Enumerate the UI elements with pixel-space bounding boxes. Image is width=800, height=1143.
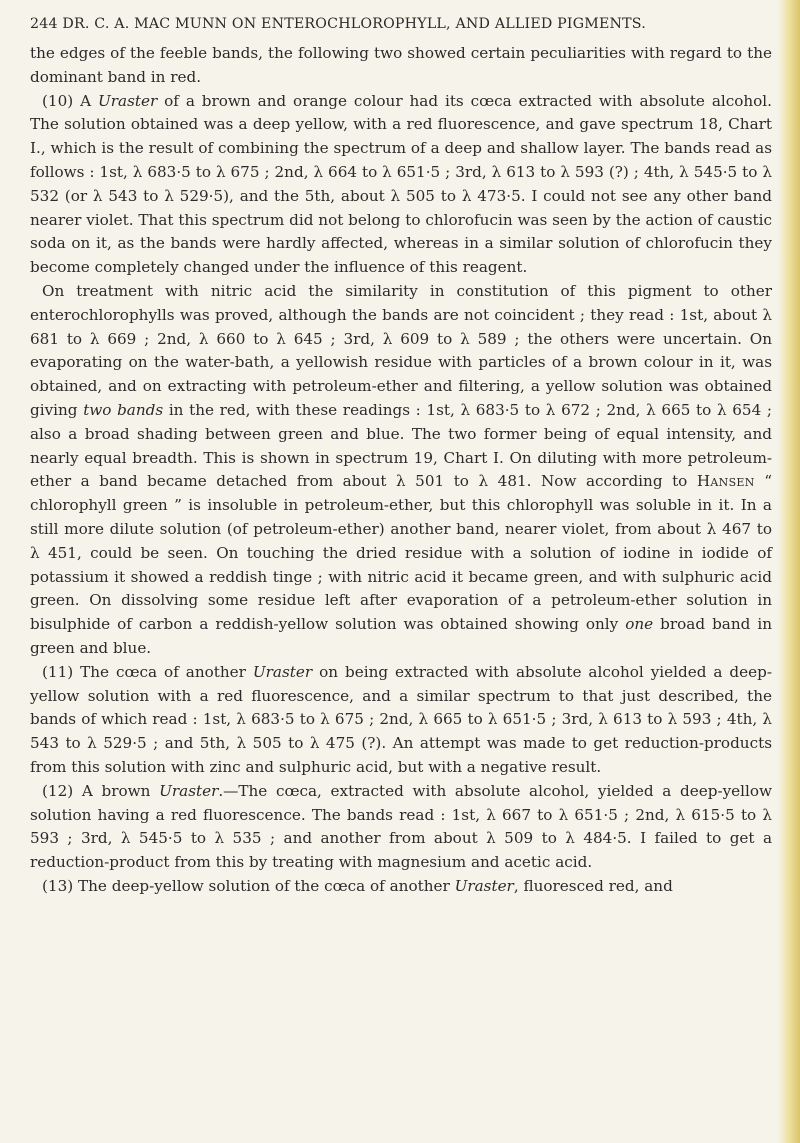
page-number: 244 — [30, 16, 58, 32]
text-run: Uraster — [252, 662, 313, 681]
page-edge-stain — [778, 0, 800, 1143]
text-run: Uraster — [454, 876, 514, 895]
text-run: (13) The deep-yellow solution of the cœca of another — [42, 876, 455, 895]
paragraph-13 — [30, 875, 772, 899]
text-run: two bands — [83, 400, 164, 419]
text-run: (10) A — [42, 91, 98, 110]
text-run: in the red, with these readings : 1st, λ 683·5 to λ 672 ; 2nd, λ 665 to λ 654 ; also a broad shading between green and blue. The two former being of equal intensity, and nearly equal breadth. This is shown in spectrum 19, Chart I. On diluting with more petroleum-ether a band became detached from about λ 501 to λ 481. Now according to — [30, 400, 772, 491]
paragraph-continued — [30, 42, 772, 90]
paragraph-12 — [30, 780, 772, 875]
text-run: .—The cœca, extracted with absolute alcohol, yielded a deep-yellow solution having a red fluorescence. The bands read : 1st, λ 667 to λ 651·5 ; 2nd, λ 615·5 to λ 593 ; 3rd, λ 545·5 to λ 535 ; and another from about λ 509 to λ 484·5. I failed to get a reduction-product from this by treating with magnesium and acetic acid. — [30, 781, 772, 872]
running-title: DR. C. A. MAC MUNN ON ENTEROCHLOROPHYLL, AND ALLIED PIGMENTS. — [62, 16, 646, 32]
text-run: , fluoresced red, and — [513, 876, 673, 895]
text-run: of a brown and orange colour had its cœca extracted with absolute alcohol. The solution obtained was a deep yellow, with a red fluorescence, and gave spectrum 18, Chart I., which is the result of combining the spectrum of a deep and shallow layer. The bands read as follows : 1st, λ 683·5 to λ 675 ; 2nd, λ 664 to λ 651·5 ; 3rd, λ 613 to λ 593 (?) ; 4th, λ 545·5 to λ 532 (or λ 543 to λ 529·5), and the 5th, about λ 505 to λ 473·5. I could not see any other band nearer violet. That this spectrum did not belong to chlorofucin was seen by the action of caustic soda on it, as the bands were hardly affected, whereas in a similar solution of chlorofucin they become completely changed under the influence of this reagent. — [30, 91, 772, 277]
text-run: broad band in green and blue. — [30, 615, 772, 657]
text-run: Uraster — [159, 781, 219, 800]
book-page — [30, 16, 772, 899]
text-run: “ chlorophyll green ” is insoluble in petroleum-ether, but this chlorophyll was soluble in it. In a still more dilute solution (of petroleum-ether) another band, nearer violet, from about λ 467 to λ 451, could be seen. On touching the dried residue with a solution of iodine in iodide of potassium it showed a reddish tinge ; with nitric acid it became green, and with sulphuric acid green. On dissolving some residue left after evaporation of a petroleum-ether solution in bisulphide of carbon a reddish-yellow solution was obtained showing only — [30, 472, 772, 634]
paragraph-10 — [30, 90, 772, 280]
text-run: (12) A brown — [42, 781, 160, 800]
text-run: On treatment with nitric acid the similarity in constitution of this pigment to other enterochlorophylls was proved, although the bands are not coincident ; they read : 1st, about λ 681 to λ 669 ; 2nd, λ 660 to λ 645 ; 3rd, λ 609 to λ 589 ; the others were uncertain. On evaporating on the water-bath, a yellowish residue with particles of a brown colour in it, was obtained, and on extracting with petroleum-ether and filtering, a yellow solution was obtained giving — [30, 281, 772, 419]
body-text — [30, 42, 772, 899]
text-run: on being extracted with absolute alcohol yielded a deep-yellow solution with a red fluorescence, and a similar spectrum to that just described, the bands of which read : 1st, λ 683·5 to λ 675 ; 2nd, λ 665 to λ 651·5 ; 3rd, λ 613 to λ 593 ; 4th, λ 543 to λ 529·5 ; and 5th, λ 505 to λ 475 (?). An attempt was made to get reduction-products from this solution with zinc and sulphuric acid, but with a negative result. — [30, 662, 772, 776]
paragraph-11 — [30, 661, 772, 780]
text-run: Hansen — [696, 472, 755, 491]
paragraph-10-continued — [30, 280, 772, 661]
text-run: Uraster — [97, 91, 158, 110]
text-run: (11) The cœca of another — [42, 662, 253, 681]
running-head — [30, 16, 772, 32]
text-run: one — [625, 615, 654, 634]
text-run: the edges of the feeble bands, the following two showed certain peculiarities with regard to the dominant band in red. — [30, 44, 772, 86]
